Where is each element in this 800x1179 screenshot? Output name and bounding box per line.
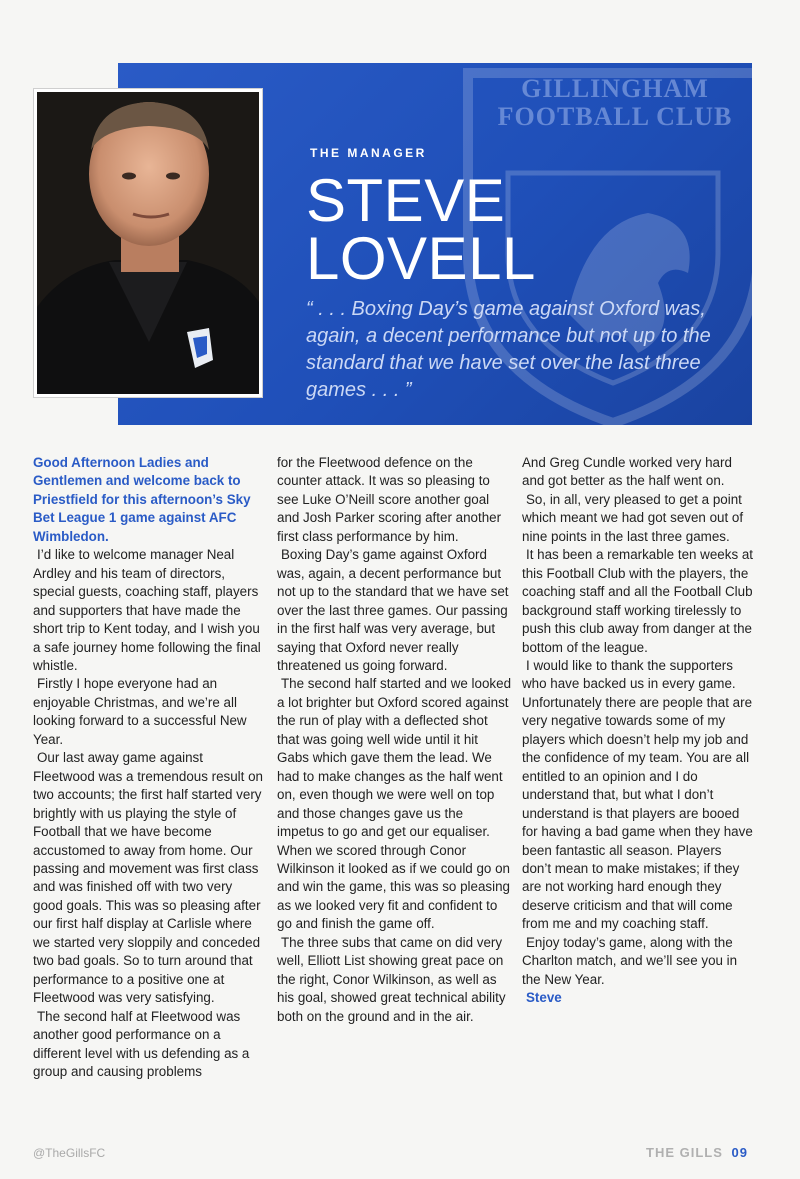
- paragraph: I’d like to welcome manager Neal Ardley and his team of directors, special guests, coaching staff, players and supporters that have made the short trip to Kent today, and I wish you a safe journey home following the final whistle.: [33, 547, 261, 673]
- signoff: Steve: [526, 990, 562, 1006]
- article-column-1: [33, 454, 265, 1081]
- paragraph: The second half at Fleetwood was another good performance on a different level with us defending as a group and causing problems: [33, 1008, 250, 1079]
- section-name: THE GILLS: [646, 1145, 723, 1160]
- paragraph: Boxing Day’s game against Oxford was, again, a decent performance but not up to the standard that we have set over the last three games. Our passing in the first half was very average, but saying that Oxford never really threatened us going forward.: [277, 547, 509, 673]
- paragraph: Enjoy today’s game, along with the Charlton match, and we’ll see you in the New Year.: [522, 934, 738, 987]
- crest-lettering: GILLINGHAM FOOTBALL CLUB: [497, 74, 733, 131]
- article-body: [0, 454, 800, 1124]
- title-line-last: LOVELL: [306, 225, 536, 292]
- paragraph: It has been a remarkable ten weeks at this Football Club with the players, the coaching staff and all the Football Club background staff working tirelessly to push this club away from danger at the bottom of the league.: [522, 547, 754, 655]
- pull-quote: “ . . . Boxing Day’s game against Oxford was, again, a decent performance but not up to the standard that we have set over the last three games . . . ”: [306, 298, 711, 401]
- twitter-handle: @TheGillsFC: [33, 1146, 106, 1160]
- manager-photo: [33, 88, 263, 398]
- page-title: [306, 167, 536, 292]
- paragraph: The second half started and we looked a lot brighter but Oxford scored against the run of play with a deflected shot that was going well wide until it hit Gabs which gave them the lead. We had to make changes as the half went on, even though we were well on top and those changes gave us the impetus to go and get our equaliser. When we scored through Conor Wilkinson it looked as if we could go on and win the game, this was so pleasing as we looked very fit and confident to go and finish the game off.: [277, 676, 512, 932]
- paragraph: Our last away game against Fleetwood was a tremendous result on two accounts; the first half started very brightly with us playing the style of Football that we have become accustomed to away from home. Our passing and movement was first class and was finished off with two very good goals. This was so pleasing after our first half display at Carlisle where we started very sloppily and conceded two bad goals. So to turn around that performance to a positive one at Fleetwood was very satisfying.: [33, 750, 263, 1006]
- title-line-first: STEVE: [306, 167, 506, 234]
- paragraph: And Greg Cundle worked very hard and got better as the half went on.: [522, 455, 732, 489]
- article-column-3: [522, 454, 754, 1008]
- manager-portrait-image: [37, 92, 259, 394]
- paragraph: Firstly I hope everyone had an enjoyable Christmas, and we’re all looking forward to a successful New Year.: [33, 676, 247, 747]
- page-footer: [646, 1145, 748, 1160]
- section-kicker: THE MANAGER: [310, 146, 427, 160]
- paragraph: So, in all, very pleased to get a point which meant we had got seven out of nine points in the last three games.: [522, 491, 744, 544]
- article-intro: Good Afternoon Ladies and Gentlemen and welcome back to Priestfield for this afternoon’s Sky Bet League 1 game against AFC Wimbledon.: [33, 455, 251, 544]
- page-number: 09: [731, 1145, 748, 1160]
- paragraph: for the Fleetwood defence on the counter attack. It was so pleasing to see Luke O’Neill score another goal and Josh Parker scoring after another first class performance by him.: [277, 455, 502, 544]
- paragraph: I would like to thank the supporters who have backed us in every game. Unfortunately there are people that are very negative towards some of my players which doesn’t help my job and the confidence of my team. You are all entitled to an opinion and I do understand that, but what I don’t understand is that players are booed for having a bad game when they have been fantastic all season. Players don’t mean to make mistakes; if they are not working hard enough they deserve criticism and that will come from me and my coaching staff.: [522, 657, 753, 932]
- article-column-2: [277, 454, 513, 1026]
- paragraph: The three subs that came on did very well, Elliott List showing great pace on the right, Conor Wilkinson, as well as his goal, showed great technical ability both on the ground and in the air.: [277, 934, 506, 1024]
